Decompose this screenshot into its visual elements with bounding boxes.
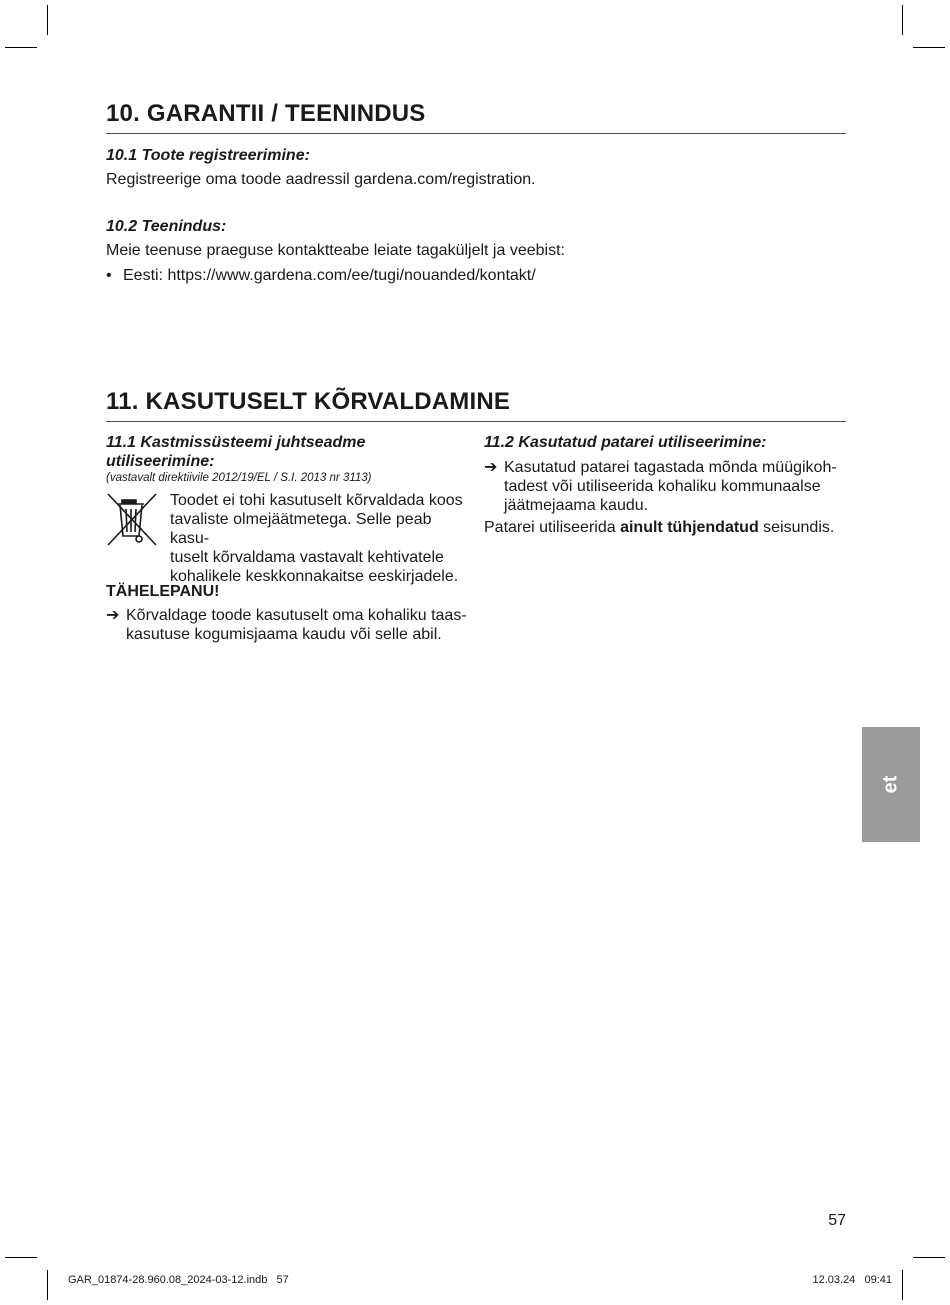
crop-mark-bottom-right-h [913, 1257, 945, 1258]
crop-mark-top-right-v [902, 5, 903, 35]
weee-text-line: tuselt kõrvaldama vastavalt kehtivatele [170, 549, 444, 566]
footer-file-info: GAR_01874-28.960.08_2024-03-12.indb 57 [68, 1274, 289, 1286]
right-arrow-icon: ➔ [484, 459, 498, 476]
section-10-1-subtitle: 10.1 Toote registreerimine: [106, 147, 310, 164]
weee-text-line: kohalikele keskkonnakaitse eeskirjadele. [170, 568, 459, 585]
section-10-1-text: Registreerige oma toode aadressil gardena.com/registration. [106, 171, 536, 188]
weee-text-line: tavaliste olmejäätmetega. Selle peab kasu- [170, 511, 432, 547]
warning-arrow-item [106, 606, 476, 644]
crop-mark-bottom-left-h [5, 1257, 37, 1258]
crop-mark-top-left-v [47, 5, 48, 35]
crop-mark-bottom-right-v [902, 1270, 903, 1300]
weee-text-line: Toodet ei tohi kasutuselt kõrvaldada koos [170, 492, 463, 509]
battery-line: Kasutatud patarei tagastada mõnda müügikoh- [504, 459, 837, 476]
section-10-2-subtitle: 10.2 Teenindus: [106, 218, 227, 235]
battery-final-after: seisundis. [758, 519, 835, 536]
footer-timestamp: 12.03.24 09:41 [812, 1274, 892, 1286]
warning-label: TÄHELEPANU! [106, 583, 220, 600]
battery-final-bold: ainult tühjendatud [620, 519, 759, 536]
crossed-out-wheelie-bin-icon [106, 492, 158, 548]
section-10-title: 10. GARANTII / TEENINDUS [106, 101, 846, 134]
section-10-2-text: Meie teenuse praeguse kontaktteabe leiate tagaküljelt ja veebist: [106, 242, 565, 259]
battery-final-text [484, 518, 846, 537]
language-tab [862, 727, 920, 842]
right-arrow-icon: ➔ [106, 607, 120, 624]
crop-mark-top-right-h [913, 47, 945, 48]
language-tab-label: et [879, 775, 902, 794]
section-11-title: 11. KASUTUSELT KÕRVALDAMINE [106, 389, 846, 422]
weee-text [170, 491, 470, 586]
section-11-2-subtitle: 11.2 Kasutatud patarei utiliseerimine: [484, 434, 767, 451]
contact-bullet-text: Eesti: https://www.gardena.com/ee/tugi/nouanded/kontakt/ [123, 267, 536, 284]
section-11-1-subtitle-line1: 11.1 Kastmissüsteemi juhtseadme [106, 434, 366, 451]
battery-final-before: Patarei utiliseerida [484, 519, 621, 536]
battery-line: tadest või utiliseerida kohaliku kommunaalse [504, 478, 821, 495]
section-11-1-subtitle-line2: utiliseerimine: [106, 453, 215, 470]
warning-line: kasutuse kogumisjaama kaudu või selle abil. [126, 626, 442, 643]
battery-line: jäätmejaama kaudu. [504, 497, 649, 514]
battery-arrow-item [484, 458, 846, 515]
bullet-icon: • [106, 267, 112, 284]
directive-note: (vastavalt direktiivile 2012/19/EL / S.I. 2013 nr 3113) [106, 472, 372, 484]
contact-bullet-item [106, 266, 706, 285]
crop-mark-top-left-h [5, 47, 37, 48]
page-number: 57 [828, 1212, 846, 1229]
warning-line: Kõrvaldage toode kasutuselt oma kohaliku taas- [126, 607, 467, 624]
crop-mark-bottom-left-v [47, 1270, 48, 1300]
